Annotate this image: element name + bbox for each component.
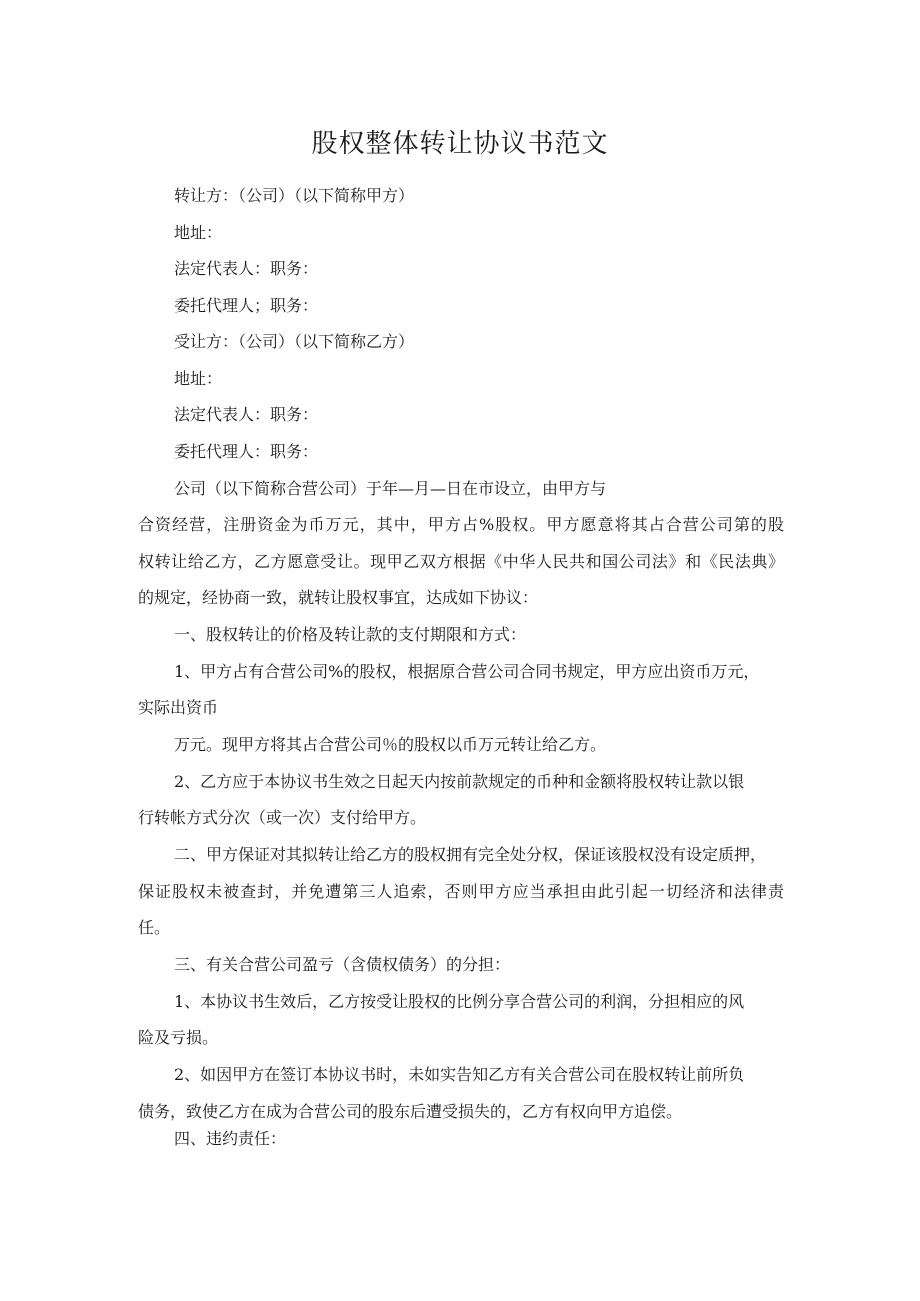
paragraph-line: 权转让给乙方，乙方愿意受让。现甲乙双方根据《中华人民共和国公司法》和《民法典》 (138, 552, 784, 571)
section-heading-2: 二、甲方保证对其拟转让给乙方的股权拥有完全处分权，保证该股权没有设定质押， (174, 845, 767, 864)
transferor-address: 地址： (174, 223, 223, 242)
transferor-legal-rep: 法定代表人：职务： (174, 259, 319, 278)
paragraph-line: 公司（以下简称合营公司）于年—月—日在市设立，由甲方与 (174, 479, 607, 498)
transferor-line: 转让方：（公司）（以下简称甲方） (174, 186, 415, 205)
paragraph-line: 的规定，经协商一致，就转让股权事宜，达成如下协议： (138, 588, 539, 607)
transferor-agent: 委托代理人；职务： (174, 296, 319, 315)
clause-3-1: 1、本协议书生效后，乙方按受让股权的比例分享合营公司的利润，分担相应的风 (174, 992, 745, 1011)
paragraph-line: 万元。现甲方将其占合营公司％的股权以币万元转让给乙方。 (174, 735, 607, 754)
section-heading-4: 四、违约责任： (174, 1129, 287, 1148)
document-title: 股权整体转让协议书范文 (311, 129, 609, 159)
paragraph-line: 实际出资币 (138, 698, 219, 717)
transferee-legal-rep: 法定代表人：职务： (174, 405, 319, 424)
paragraph-line: 行转帐方式分次（或一次）支付给甲方。 (138, 808, 427, 827)
transferee-agent: 委托代理人：职务： (174, 442, 319, 461)
clause-1-1: 1、甲方占有合营公司%的股权，根据原合营公司合同书规定，甲方应出资币万元， (174, 662, 760, 681)
paragraph-line: 保证股权未被查封，并免遭第三人追索，否则甲方应当承担由此引起一切经济和法律责 (138, 882, 784, 901)
section-heading-1: 一、股权转让的价格及转让款的支付期限和方式： (174, 625, 527, 644)
paragraph-line: 任。 (138, 918, 171, 937)
clause-1-2: 2、乙方应于本协议书生效之日起天内按前款规定的币种和金额将股权转让款以银 (174, 772, 745, 791)
section-heading-3: 三、有关合营公司盈亏（含债权债务）的分担： (174, 955, 511, 974)
paragraph-line: 合资经营，注册资金为币万元，其中，甲方占%股权。甲方愿意将其占合营公司第的股 (138, 515, 784, 534)
paragraph-line: 债务，致使乙方在成为合营公司的股东后遭受损失的，乙方有权向甲方追偿。 (138, 1102, 683, 1121)
paragraph-line: 险及亏损。 (138, 1028, 219, 1047)
transferee-line: 受让方：（公司）（以下简称乙方） (174, 332, 415, 351)
transferee-address: 地址： (174, 369, 223, 388)
clause-3-2: 2、如因甲方在签订本协议书时，未如实告知乙方有关合营公司在股权转让前所负 (174, 1065, 745, 1084)
